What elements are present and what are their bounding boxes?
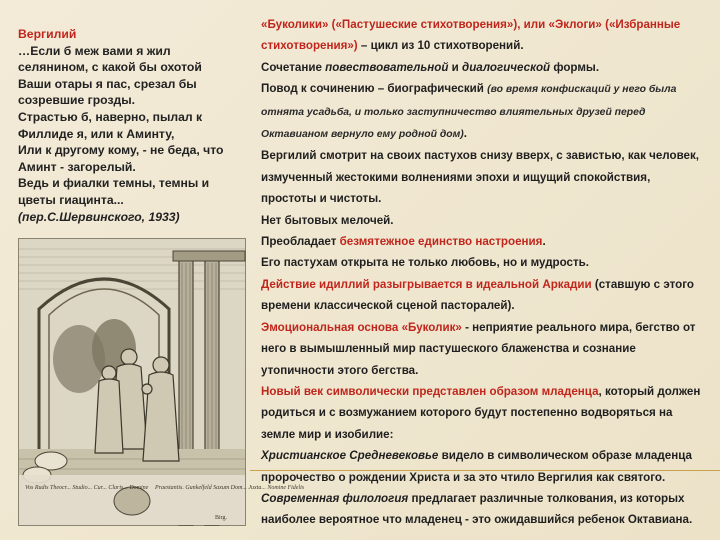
text-span: - неприятие реального мира, бегство от него в вымышленный мир пастушеского блаженства и сознание утопичности этого бегства. (261, 320, 696, 377)
text-span: повествовательной (325, 60, 449, 74)
paragraph (261, 488, 703, 531)
text-span: Преобладает (261, 235, 340, 249)
poem-line: Ваши отары я пас, срезал бы (18, 76, 197, 91)
engraving-illustration (19, 239, 305, 525)
text-span: диалогической (462, 60, 551, 74)
poem-line: Ведь и фиалки темны, темны и (18, 176, 210, 191)
highlight-text: Эмоциональная основа «Буколик» (261, 320, 462, 334)
poem-line: цветы гиацинта... (18, 192, 124, 207)
text-span: (ставшую с этого времени классической сценой пасторалей). (261, 277, 694, 313)
text-span: Современная филология (261, 491, 409, 505)
paragraph (261, 57, 703, 78)
paragraph: Вергилий смотрит на своих пастухов снизу вверх, с завистью, как человек, измученный жестокими волнениями эпохи и ищущий спокойствия, простоты и чистоты. (261, 149, 700, 206)
divider-line (250, 470, 720, 471)
poem-author: Вергилий (18, 27, 77, 41)
text-span: , который должен родиться и с возмужанием которого будут постепенно водворяться на земле мир и изобилие: (261, 384, 701, 441)
paragraph (261, 445, 703, 488)
bucolics-title: «Буколики» («Пастушеские стихотворения»), или «Эклоги» («Избранные стихотворения») (261, 18, 681, 53)
poem-translator: (пер.С.Шервинского, 1933) (18, 209, 180, 224)
paragraph (261, 14, 703, 57)
text-span: и (448, 60, 463, 74)
poem-line: созревшие грозды. (18, 93, 136, 108)
text-span: . (463, 127, 467, 141)
poem-line: Страстью б, наверно, пылал к (18, 109, 203, 124)
main-text (261, 14, 703, 531)
engraving-image (18, 238, 305, 526)
engraving-corner-mark: Birg. (215, 515, 228, 521)
text-span: Повод к сочинению – биографический (261, 82, 488, 96)
poem-line: Или к другому кому, - не беда, что (18, 143, 224, 158)
text-span: формы. (550, 60, 600, 74)
engraving-caption-right: Praestantis. Gunkelfeld Saxum Dom... Juxta... Nomine Fidelis (155, 485, 305, 491)
poem-line: Филлиде я, или к Аминту, (18, 126, 175, 141)
poem-block (18, 26, 238, 225)
paragraph: Его пастухам открыта не только любовь, но и мудрость. (261, 256, 590, 270)
highlight-text: Новый век символически представлен образом младенца (261, 384, 599, 398)
poem-line: селянином, с какой бы охотой (18, 60, 202, 75)
paragraph (261, 231, 703, 252)
text-span: Сочетание (261, 60, 326, 74)
engraving-caption-left: Vos Rudis Theocr... Studio... Cur... Claris... Domine (25, 485, 149, 491)
poem-line: Аминт - загорелый. (18, 159, 136, 174)
paragraph (261, 274, 703, 317)
poem-line: …Если б меж вами я жил (18, 43, 171, 58)
text-span: Христианское Средневековье (261, 449, 439, 463)
text-span: . (542, 235, 546, 249)
paragraph (261, 78, 703, 145)
text-span: видело в символическом образе младенца пророчество о рождении Христа и за это чтило Вергилия как святого. (261, 449, 692, 484)
paragraph (261, 317, 703, 381)
highlight-text: Действие идиллий разыгрывается в идеальной Аркадии (261, 277, 592, 291)
paragraph: Нет бытовых мелочей. (261, 213, 394, 227)
text-span: (во время конфискаций у него была отнята усадьба, и только заступничество влиятельных друзей перед Октавианом вернуло ему родной дом) (261, 84, 677, 141)
paragraph (261, 381, 703, 445)
highlight-text: безмятежное единство настроения (339, 235, 543, 249)
text-span: – цикл из 10 стихотворений. (357, 39, 524, 53)
text-span: предлагает различные толкования, из которых наиболее вероятное что младенец - это ожидавшийся ребенок Октавиана. (261, 491, 693, 527)
